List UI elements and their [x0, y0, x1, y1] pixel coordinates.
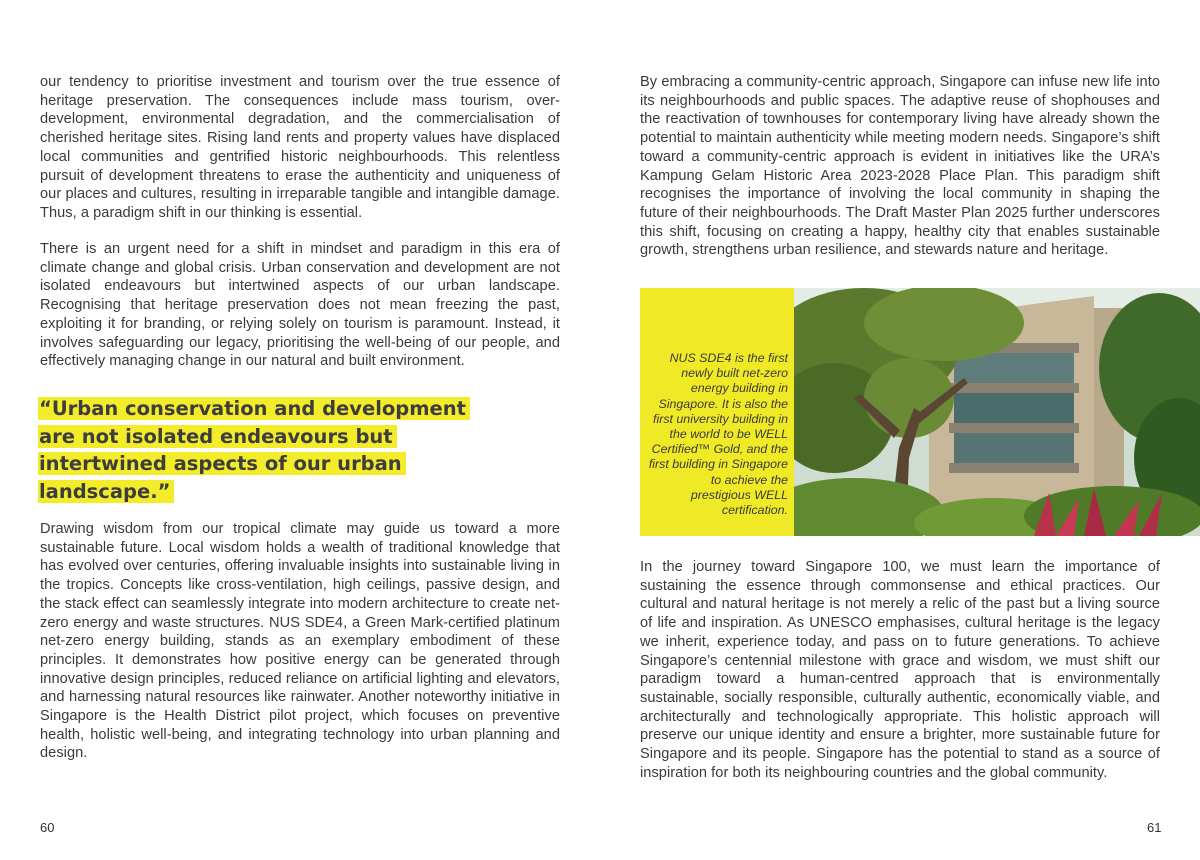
page-number: 60 — [40, 820, 55, 835]
caption-block — [640, 288, 794, 536]
body-paragraph: Drawing wisdom from our tropical climate may guide us toward a more sustainable future. Local wisdom holds a wealth of traditional knowledge that has evolved over centuries, offering invaluable insights into sustainable living in the tropics. Concepts like cross-ventilation, high ceilings, passive design, and the stack effect can seamlessly integrate into modern architecture to create net-zero energy and waste structures. NUS SDE4, a Green Mark-certified platinum net-zero energy building, stands as an exemplary embodiment of these principles. It demonstrates how positive energy can be generated through innovative design principles, reduced reliance on artificial lighting and elevators, and harnessing natural resources like rainwater. Another noteworthy initiative in Singapore is the Health District pilot project, which focuses on preventive health, holistic well-being, and integrating technology into urban planning and design. — [40, 521, 560, 762]
page-number: 61 — [1147, 820, 1162, 835]
figure — [640, 288, 1200, 536]
pull-quote-text: “Urban conservation and development are not isolated endeavours but intertwined aspects of our urban landscape.” — [38, 397, 470, 503]
pull-quote — [38, 395, 508, 505]
body-paragraph: In the journey toward Singapore 100, we must learn the importance of sustaining the essence through commonsense and ethical practices. Our cultural and natural heritage is not merely a relic of the past but a living source of life and inspiration. As UNESCO emphasises, cultural heritage is the legacy we inherit, experience today, and pass on to future generations. To achieve Singapore’s centennial milestone with grace and wisdom, we must shift our paradigm toward a human-centred approach that is environmentally sustainable, socially responsible, culturally authentic, economically viable, and architecturally and technologically appropriate. This holistic approach will preserve our unique identity and ensure a brighter, more sustainable future for Singapore and its people. Singapore has the potential to stand as a source of inspiration for both its neighbouring countries and the global community. — [640, 559, 1160, 781]
right-page — [600, 0, 1200, 860]
figure-caption: NUS SDE4 is the first newly built net-zero energy building in Singapore. It is also the first university building in the world to be WELL Certified™ Gold, and the first building in Singapore to achieve the prestigious WELL certification. — [648, 351, 788, 518]
building-photo-illustration — [794, 288, 1200, 536]
body-paragraph: There is an urgent need for a shift in mindset and paradigm in this era of climate change and global crisis. Urban conservation and development are not isolated endeavours but intertwined aspects of our urban landscape. Recognising that heritage preservation does not mean freezing the past, exploiting it for branding, or relying solely on tourism is paramount. Instead, it involves safeguarding our legacy, prioritising the well-being of our people, and effectively managing change in our natural and built environment. — [40, 241, 560, 370]
building-photo — [794, 288, 1200, 536]
body-paragraph: our tendency to prioritise investment and tourism over the true essence of heritage preservation. The consequences include mass tourism, over-development, environmental degradation, and the commercialisation of cherished heritage sites. Rising land rents and property values have displaced local communities and gentrified historic neighbourhoods. This relentless pursuit of development threatens to erase the authenticity and uniqueness of our places and cultures, resulting in irreparable tangible and intangible damage. Thus, a paradigm shift in our thinking is essential. — [40, 74, 560, 221]
body-paragraph: By embracing a community-centric approach, Singapore can infuse new life into its neighbourhoods and public spaces. The adaptive reuse of shophouses and the reactivation of townhouses for contemporary living have already shown the potential to maintain authenticity while meeting modern needs. Singapore’s shift toward a community-centric approach is evident in initiatives like the URA’s Kampung Gelam Historic Area 2023-2028 Place Plan. This paradigm shift recognises the importance of involving the local community in shaping the future of their neighbourhoods. The Draft Master Plan 2025 further underscores this shift, focusing on creating a happy, healthy city that enables sustainable growth, strengthens urban resilience, and stewards nature and heritage. — [640, 74, 1160, 259]
